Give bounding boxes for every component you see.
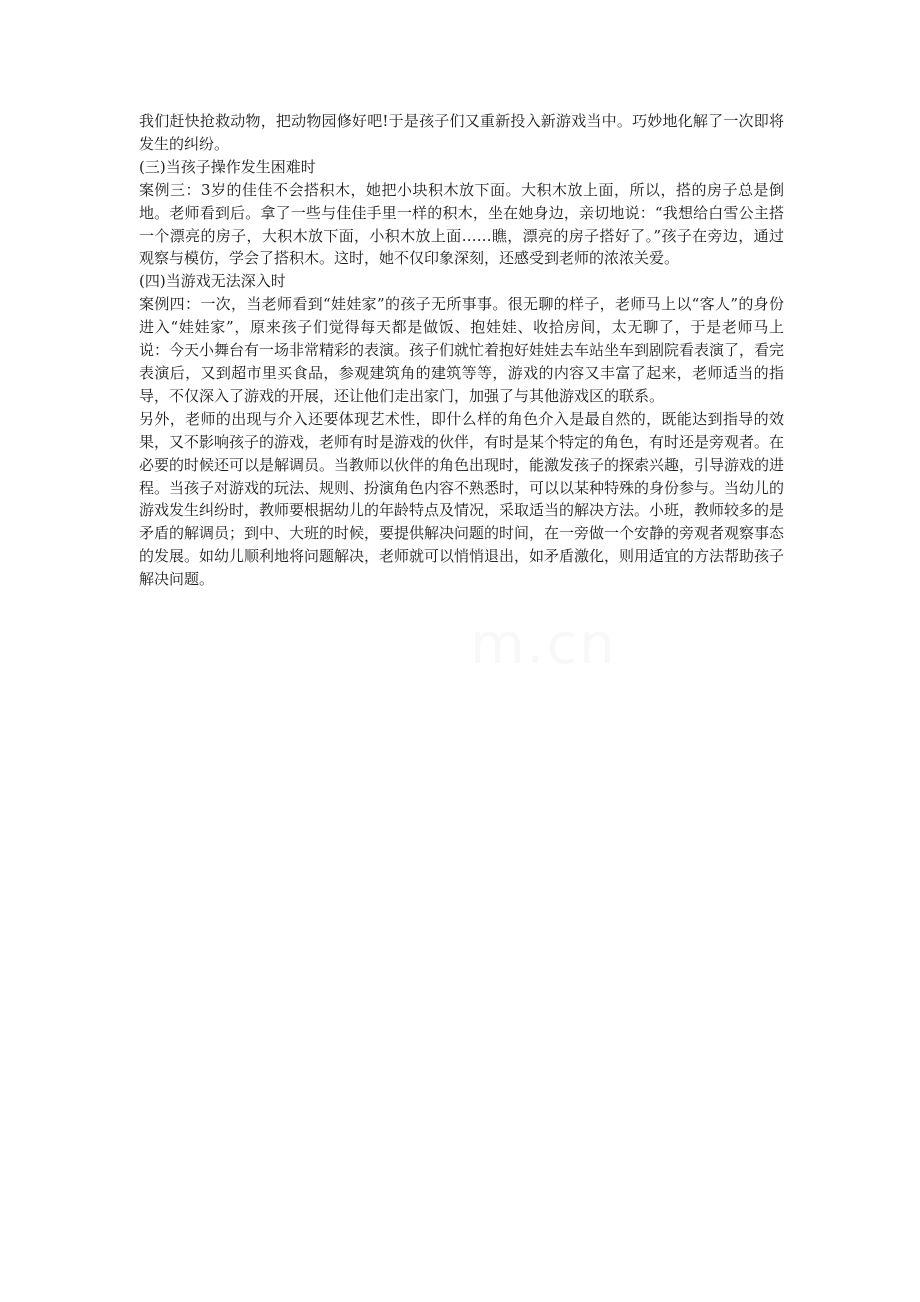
paragraph-conclusion: 另外，老师的出现与介入还要体现艺术性，即什么样的角色介入是最自然的，既能达到指导的效果，又不影响孩子的游戏，老师有时是游戏的伙伴，有时是某个特定的角色，有时还是旁观者。在必要的时候还可以是解调员。当教师以伙伴的角色出现时，能激发孩子的探索兴趣，引导游戏的进程。当孩子对游戏的玩法、规则、扮演角色内容不熟悉时，可以以某种特殊的身份参与。当幼儿的游戏发生纠纷时，教师要根据幼儿的年龄特点及情况，采取适当的解决方法。小班，教师较多的是矛盾的解调员；到中、大班的时候，要提供解决问题的时间，在一旁做一个安静的旁观者观察事态的发展。如幼儿顺利地将问题解决，老师就可以悄悄退出，如矛盾激化，则用适宜的方法帮助孩子解决问题。 <box>139 409 785 589</box>
paragraph-intro-continuation: 我们赶快抢救动物，把动物园修好吧!于是孩子们又重新投入新游戏当中。巧妙地化解了一次即将发生的纠纷。 <box>139 112 784 153</box>
section-heading-four: (四)当游戏无法深入时 <box>139 272 286 291</box>
paragraph-case-four: 案例四：一次，当老师看到“娃娃家”的孩子无所事事。很无聊的样子，老师马上以“客人”的身份进入“娃娃家”，原来孩子们觉得每天都是做饭、抱娃娃、收拾房间，太无聊了，于是老师马上说：今天小舞台有一场非常精彩的表演。孩子们就忙着抱好娃娃去车站坐车到剧院看表演了，看完表演后，又到超市里买食品，参观建筑角的建筑等等，游戏的内容又丰富了起来，老师适当的指导，不仅深入了游戏的开展，还让他们走出家门，加强了与其他游戏区的联系。 <box>139 295 785 405</box>
watermark-text: m.cn <box>470 612 617 677</box>
paragraph-case-three: 案例三：3岁的佳佳不会搭积木，她把小块积木放下面。大积木放上面，所以，搭的房子总是倒地。老师看到后。拿了一些与佳佳手里一样的积木，坐在她身边，亲切地说：“我想给白雪公主搭一个漂亮的房子，大积木放下面，小积木放上面……瞧，漂亮的房子搭好了。”孩子在旁边，通过观察与模仿，学会了搭积木。这时，她不仅印象深刻，还感受到老师的浓浓关爱。 <box>139 180 784 268</box>
section-heading-three: (三)当孩子操作发生困难时 <box>139 157 316 176</box>
document-body <box>139 110 784 591</box>
